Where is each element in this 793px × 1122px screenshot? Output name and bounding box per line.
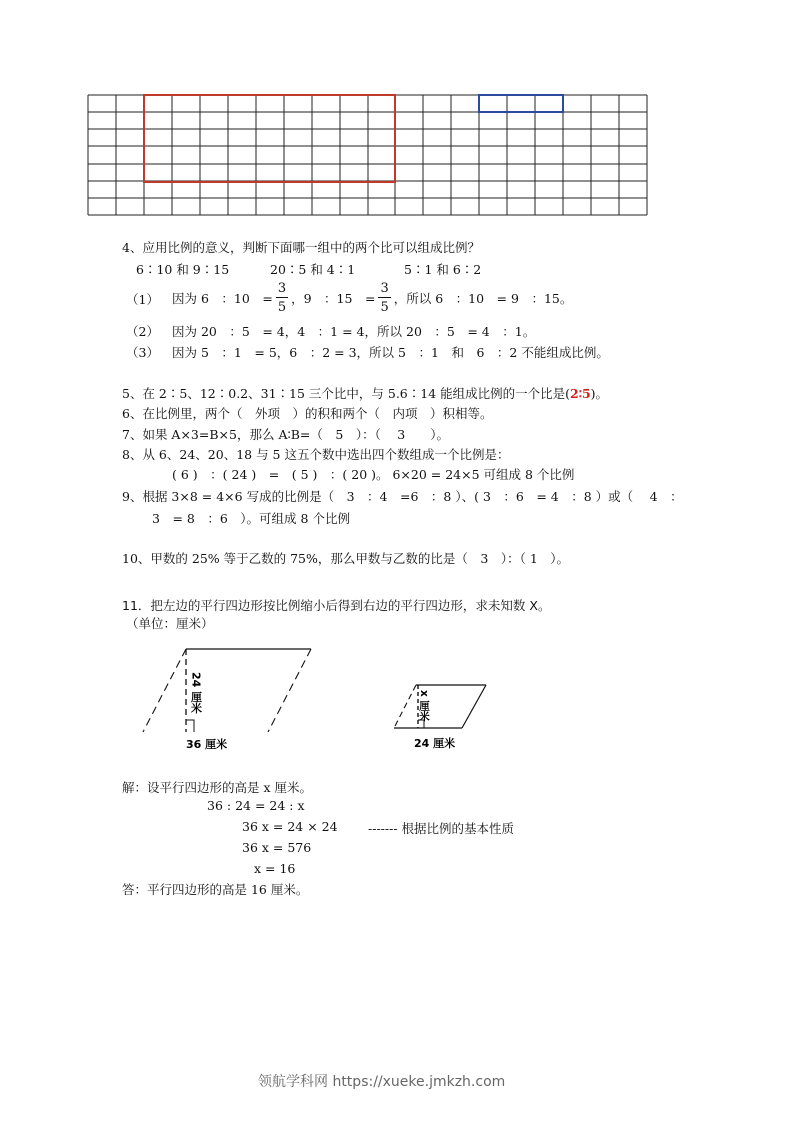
q9-line-1: 9、根据 3×8 = 4×6 写成的比例是（ 3 ：4 =6 ：8 ）、( 3 ：6 = 4 ：8 ）或（ 4 ： (122, 489, 683, 504)
grid-diagram (0, 0, 793, 230)
q4-answer-3: 因为 5 ：1 = 5，6 ：2 = 3，所以 5 ：1 和 6 ：2 不能组成比例。 (172, 345, 609, 360)
q4-answer-1 (172, 276, 572, 320)
q4-a1-post: ，所以 6 ：10 = 9 ：15。 (393, 291, 573, 306)
q5-answer: 2∶5 (570, 386, 591, 401)
large-parallelogram (143, 649, 311, 751)
parallelogram-diagrams (0, 640, 793, 760)
small-base-label: 24 厘米 (414, 737, 456, 750)
blue-rectangle (479, 95, 563, 112)
large-height-label: 24 厘米 (189, 672, 203, 714)
q11-unit: （单位：厘米） (126, 616, 214, 631)
large-base-label: 36 厘米 (186, 738, 228, 751)
small-height-label: x 厘米 (418, 690, 430, 722)
q5: 5、在 2∶5、12∶0.2、31∶15 三个比中，与 5.6∶14 能组成比例的一个比是(2∶5)。 (122, 386, 609, 401)
q8: 8、从 6、24、20、18 与 5 这五个数中选出四个数组成一个比例是： (122, 447, 510, 462)
solution-step-2-note: ------- 根据比例的基本性质 (368, 821, 515, 836)
q4-a1-pre: 因为 6 ：10 = (172, 291, 273, 306)
q10: 10、甲数的 25% 等于乙数的 75%，那么甲数与乙数的比是（ 3 ）：（ 1 ）。 (122, 551, 570, 566)
q4-answer-3-label: （3） (126, 345, 159, 360)
solution-step-3: 36 x = 576 (242, 840, 312, 855)
q4-answer-2-label: （2） (126, 324, 159, 339)
fraction-3-5-a: $\frac{3}{5}$ (277, 281, 287, 315)
red-rectangle (144, 95, 395, 182)
small-parallelogram (394, 685, 486, 750)
fraction-3-5-b: $\frac{3}{5}$ (380, 281, 389, 315)
solution-step-2: 36 x = 24 × 24 (242, 819, 338, 834)
q4-a1-mid: ，9 ：15 = (291, 291, 376, 306)
q4-title: 4、应用比例的意义，判断下面哪一组中的两个比可以组成比例？ (122, 240, 480, 255)
q4-option-1: 6∶10 和 9∶15 (136, 262, 230, 277)
solution-answer: 答：平行四边形的高是 16 厘米。 (122, 882, 309, 897)
q11-title: 11．把左边的平行四边形按比例缩小后得到右边的平行四边形，求未知数 X。 (122, 598, 551, 613)
q4-answer-1-label: （1） (126, 292, 159, 307)
q8-answer: ( 6 ) ：( 24 ) = ( 5 ) ：( 20 )。 6×20 = 24×5 可组成 8 个比例 (172, 467, 575, 482)
solution-step-4: x = 16 (254, 861, 296, 876)
footer-watermark: 领航学科网 https://xueke.jmkzh.com (258, 1074, 506, 1090)
q4-option-3: 5∶1 和 6∶2 (404, 262, 482, 277)
q4-answer-2: 因为 20 ：5 = 4，4 ：1 = 4，所以 20 ：5 = 4 ：1。 (172, 324, 536, 339)
q7: 7、如果 A×3=B×5，那么 A∶B=（ 5 ）：（ 3 ）。 (122, 427, 450, 442)
q6: 6、在比例里，两个（ 外项 ）的积和两个（ 内项 ）积相等。 (122, 406, 493, 421)
solution-intro: 解：设平行四边形的高是 x 厘米。 (122, 780, 312, 795)
q4-option-2: 20∶5 和 4∶1 (270, 262, 356, 277)
q9-line-2: 3 = 8 ：6 ）。可组成 8 个比例 (152, 511, 350, 526)
solution-step-1: 36 : 24 = 24 : x (207, 798, 305, 813)
